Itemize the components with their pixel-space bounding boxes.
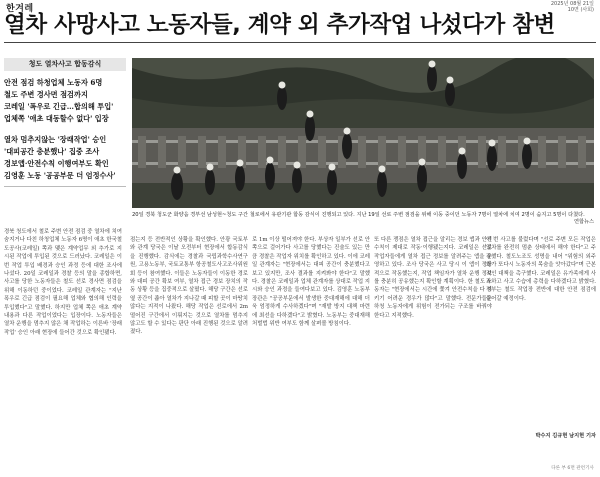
sidebar-item: '대피공간 충분했나' 집중 조사 bbox=[4, 147, 100, 156]
sidebar-item: 코레일 '폭우로 긴급…합의해 투입' bbox=[4, 102, 114, 111]
footer-note: 다른 부 6면 관련기사 bbox=[551, 466, 594, 471]
sidebar-item: 경보앱·안전수칙 이행여부도 확인 bbox=[4, 159, 109, 168]
headline: 열차 사망사고 노동자들, 계약 외 추가작업 나섰다가 참변 bbox=[4, 12, 555, 38]
sidebar-item: 업체쪽 '애초 대동할수 없다' 입장 bbox=[4, 114, 109, 123]
sidebar-item: 철도 주변 경사면 점검까지 bbox=[4, 90, 88, 99]
news-photo bbox=[132, 58, 594, 208]
article-column-5: 이 번 사고를 불렀다며 "선로 주변 모든 작업은 열차를 완전히 멈춘 상태에서 해야 한다"고 주장했다. 철도노조도 성명을 내어 "위험의 외주화가 또다시 노동자의 목숨을 앗아갔다"며 근본적인 대책을 촉구했다. 코레일은 유가족에게 사과하고 사고 수습에 총력을 다하겠다고 밝혔다. 정부는 철도 작업장 전반에 대한 안전 점검에 들어갈 예정이다. bbox=[486, 237, 596, 302]
page-line: 10면 (사회) bbox=[567, 7, 594, 13]
article-column-2: 점는지 등 전반적인 상황을 확인했다. 안광 국토부와 관계 당국은 이날 오전부터 현장에서 합동감식을 진행했다. 감식에는 경찰과 국립과학수사연구원, 고용노동부, 국토교통부 항공철도사고조사위원회 등이 참여했다. 이들은 노동자들이 이동한 경로와 대피 공간 확보 여부, 열차 접근 경보 장치의 작동 상황 등을 집중적으로 살폈다. 해당 구간은 선로 옆 공간이 좁아 열차가 지나갈 때 피할 곳이 마땅치 않다는 지적이 나왔다. 해당 작업은 선로에서 2m 떨어진 구간에서 이뤄지는 것으로 열차를 멈추지 않고도 할 수 있다는 판단 아래 진행된 것으로 알려졌다. bbox=[130, 237, 248, 336]
divider bbox=[4, 42, 596, 43]
byline: 박수지 김규현 남지현 기자 bbox=[535, 433, 596, 439]
sidebar-title: 청도 열차사고 합동감식 bbox=[4, 58, 126, 71]
photo-caption bbox=[132, 212, 594, 226]
sidebar-item: 안전 점검 하청업체 노동자 6명 bbox=[4, 78, 103, 87]
photo-credit: 연합뉴스 bbox=[573, 219, 594, 225]
railway-scene-image bbox=[132, 58, 594, 208]
article-column-1: 경북 청도에서 철로 주변 안전 점검 중 열차에 치여 숨지거나 다친 하청업체 노동자 6명이 애초 한국철도공사(코레일) 쪽과 맺은 계약업무 외 추가로 지시된 작업에 투입된 것으로 드러났다. 코레일은 이번 작업 투입 배경과 승인 과정 등에 대한 조사에 나섰다. 20일 코레일과 경찰 등의 말을 종합하면, 사고를 당한 노동자들은 철도 선로 경사면 점검을 위해 이동하던 중이었다. 코레일 관계자는 "지난 폭우로 긴급 점검이 필요해 업체와 협의해 인력을 투입했다"고 말했다. 하지만 업체 쪽은 애초 계약 내용과 다른 작업이었다는 입장이다. 노동자들은 열차 운행을 멈추지 않은 채 작업하는 이른바 '장래작업' 승인 아래 현장에 들어간 것으로 확인됐다. bbox=[4, 229, 122, 336]
article-column-4: 또 다른 쟁점은 열차 접근을 알리는 경보 앱과 안전수칙이 제대로 작동·이행됐는지다. 코레일은 선로 작업자들에게 열차 접근 정보를 알려주는 앱을 운영하고 있다. 조사 당국은 사고 당시 이 앱이 정상적으로 작동했는지, 작업 책임자가 열차 운행 정보를 충분히 공유했는지 확인할 계획이다. 한 철도 노동자는 "현장에서는 시간에 쫓겨 안전수칙을 다 지키기 어려운 경우가 많다"고 말했다. 전문가들은 하청 노동자에게 위험이 전가되는 구조를 바꿔야 한다고 지적했다. bbox=[374, 237, 492, 319]
sidebar-item: 열차 멈추지않는 '장래작업' 승인 bbox=[4, 135, 107, 144]
date-line: 2025년 08월 21일 bbox=[550, 1, 594, 7]
divider bbox=[4, 186, 126, 187]
article-column-3: 로 1m 이상 떨어져야 한다. 부상자 일부가 선로 안 쪽으로 걸어가다 사고를 당했다는 진술도 있는 만큼 경찰은 작업자 위치를 확인하고 있다. 이에 코레일 관계자는 "현장에서는 대피 공간이 충분했다고 보고 있지만, 조사 결과를 지켜봐야 한다"고 말했다. 경찰은 코레일과 업체 관계자를 상대로 작업 지시와 승인 과정을 들여다보고 있다. 김영훈 노동부 장관은 "공공부문에서 발생한 중대재해에 대해 더욱 엄정하게 수사하겠다"며 "재발 방지 대책 마련에 최선을 다하겠다"고 밝혔다. 노동부는 중대재해처벌법 위반 여부도 함께 살펴볼 방침이다. bbox=[252, 237, 370, 328]
newspaper-logo: 한겨레 bbox=[6, 4, 34, 14]
caption-text: 20일 경북 청도군 화양읍 경부선 남성현~청도 구간 철로에서 유관기관 합동 감식이 진행되고 있다. 지난 19일 선로 주변 점검을 위해 이동 중이던 노동자 7명이 열차에 치여 2명이 숨지고 5명이 다쳤다. bbox=[132, 212, 585, 218]
sidebar-item: 김영훈 노동 '공공부문 더 엄정수사' bbox=[4, 171, 116, 180]
